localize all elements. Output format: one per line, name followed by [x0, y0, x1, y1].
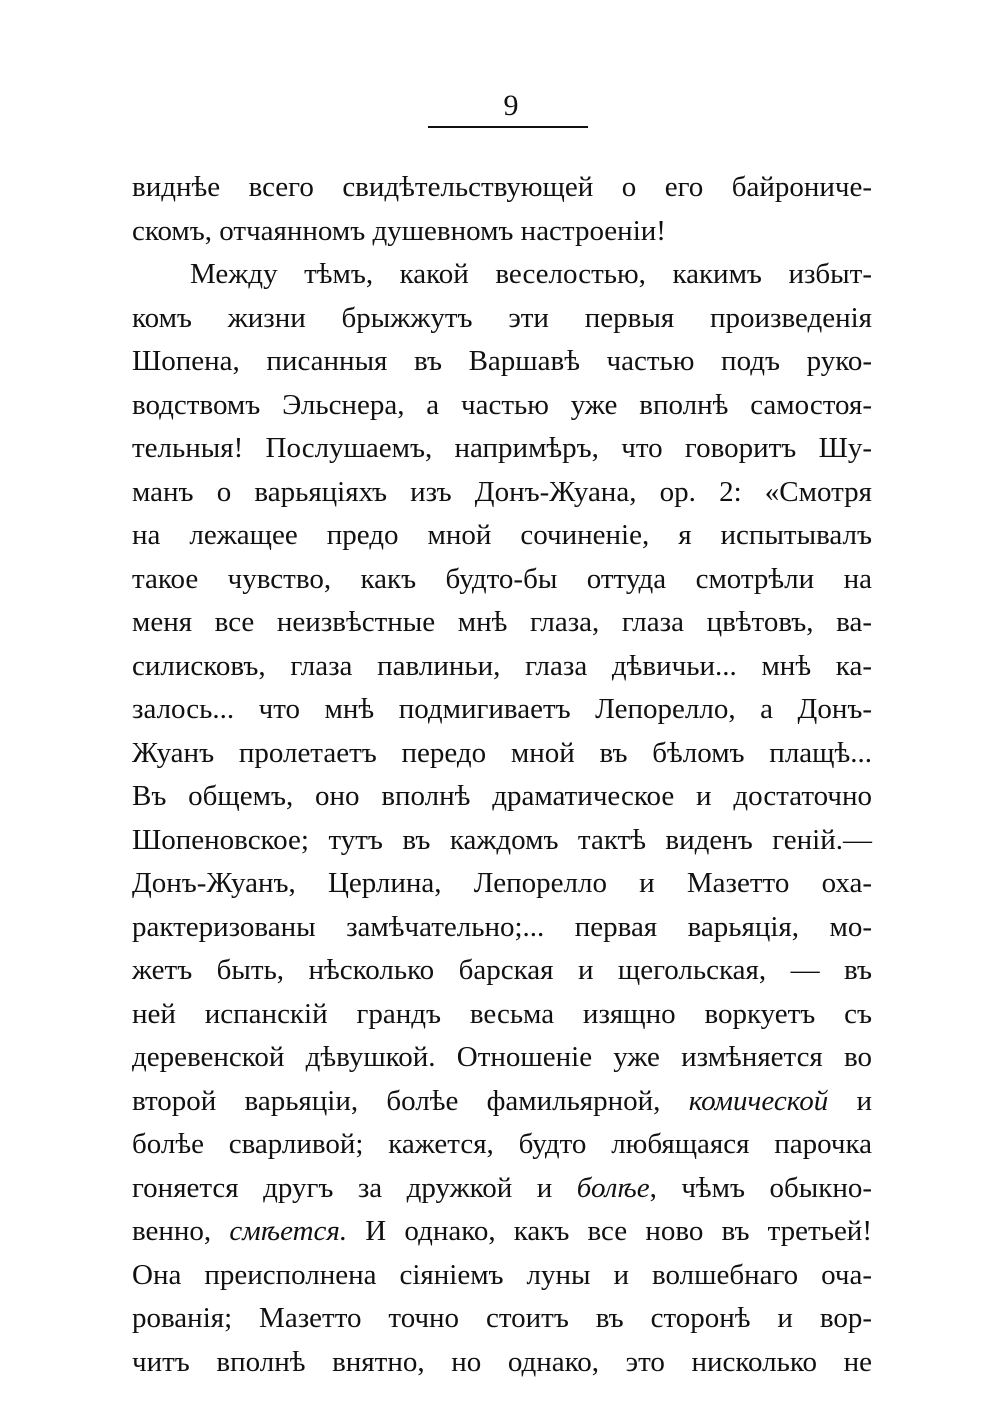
text-run: гоняется другъ за дружкой и: [132, 1171, 577, 1204]
text-line: Она преисполнена сiянiемъ луны и волшебнаго оча-: [132, 1258, 872, 1291]
text-line: Жуанъ пролетаетъ передо мной въ бѣломъ плащѣ...: [132, 736, 872, 769]
header-rule: [428, 126, 588, 128]
text-line: Въ общемъ, оно вполнѣ драматическое и достаточно: [132, 780, 872, 812]
text-line: деревенской дѣвушкой. Отношенiе уже измѣняется во: [132, 1041, 872, 1073]
text-line: [132, 1080, 872, 1124]
text-line: [132, 1210, 872, 1254]
body-text: [132, 166, 872, 1384]
text-run: И однако, какъ все ново въ третьей!: [347, 1215, 872, 1247]
text-line: комъ жизни брыжжутъ эти первыя произведенiя: [132, 301, 872, 334]
text-line: Шопена, писанныя въ Варшавѣ частью подъ руко-: [132, 345, 872, 377]
text-line: такое чувство, какъ будто-бы оттуда смотрѣли на: [132, 562, 872, 595]
text-line: виднѣе всего свидѣтельствующей о его байрониче-: [132, 171, 872, 203]
text-run: венно,: [132, 1215, 230, 1247]
text-run: второй варьяцiи, болѣе фамильярной,: [132, 1084, 689, 1117]
page-number: 9: [503, 89, 519, 122]
text-line: читъ вполнѣ внятно, но однако, это нисколько не: [132, 1345, 872, 1378]
text-line: болѣе сварливой; кажется, будто любящаяся парочка: [132, 1128, 872, 1160]
text-line: манъ о варьяцiяхъ изъ Донъ-Жуана, op. 2: «Смотря: [132, 475, 872, 508]
text-line: водствомъ Эльснера, а частью уже вполнѣ самостоя-: [132, 388, 872, 421]
text-line: рованiя; Мазетто точно стоитъ въ сторонѣ и вор-: [132, 1302, 872, 1334]
text-line: тельныя! Послушаемъ, напримѣръ, что говоритъ Шу-: [132, 432, 872, 464]
text-line: жетъ быть, нѣсколько барская и щегольская, — въ: [132, 954, 872, 986]
text-line: Донъ-Жуанъ, Церлина, Лепорелло и Мазетто оха-: [132, 867, 872, 899]
text-line: Шопеновское; тутъ въ каждомъ тактѣ виденъ генiй.—: [132, 823, 872, 856]
italic-word: смѣется.: [229, 1215, 348, 1247]
italic-word: болѣе: [576, 1171, 650, 1204]
text-line: ней испанскiй грандъ весьма изящно воркуетъ съ: [132, 997, 872, 1030]
text-line: залось... что мнѣ подмигиваетъ Лепорелло, а Донъ-: [132, 693, 872, 725]
text-run: , чѣмъ обыкно-: [649, 1171, 873, 1204]
text-line: [132, 1167, 872, 1211]
text-line: Между тѣмъ, какой веселостью, какимъ избыт-: [190, 258, 872, 290]
text-line: рактеризованы замѣчательно;... первая варьяцiя, мо-: [132, 910, 872, 943]
text-line: на лежащее предо мной сочиненiе, я испытывалъ: [132, 519, 872, 551]
text-run: и: [828, 1084, 872, 1117]
text-line: силисковъ, глаза павлиньи, глаза дѣвичьи... мнѣ ка-: [132, 649, 872, 682]
text-line: меня все неизвѣстные мнѣ глаза, глаза цвѣтовъ, ва-: [132, 606, 872, 638]
text-line: скомъ, отчаянномъ душевномъ настроенiи!: [132, 214, 666, 247]
italic-word: комической: [688, 1084, 829, 1117]
